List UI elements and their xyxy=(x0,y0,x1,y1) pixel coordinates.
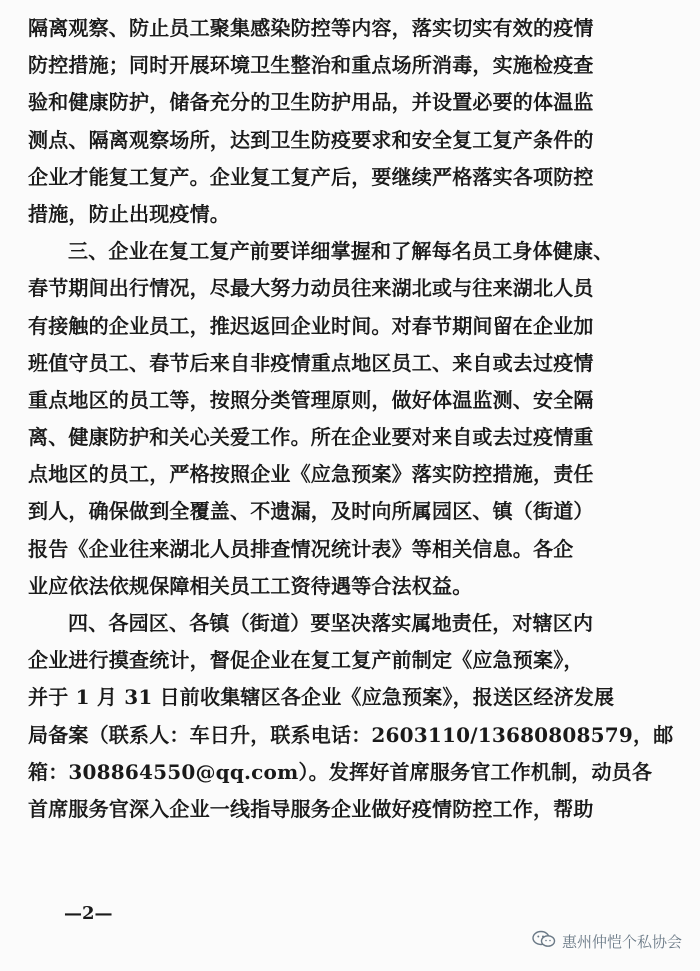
document-body xyxy=(28,10,688,828)
text-line: 箱：308864550@qq.com）。发挥好首席服务官工作机制，动员各 xyxy=(28,759,653,784)
page-number: —2— xyxy=(64,903,113,924)
text-line: 报告《企业往来湖北人员排查情况统计表》等相关信息。各企 xyxy=(28,536,574,561)
text-line: 春节期间出行情况，尽最大努力动员往来湖北或与往来湖北人员 xyxy=(28,276,594,301)
text-line: 有接触的企业员工，推迟返回企业时间。对春节期间留在企业加 xyxy=(28,313,594,338)
text-line: 首席服务官深入企业一线指导服务企业做好疫情防控工作，帮助 xyxy=(28,796,594,821)
text-line: 局备案（联系人：车日升，联系电话：2603110/13680808579，邮 xyxy=(28,722,674,747)
text-line: 到人，确保做到全覆盖、不遗漏，及时向所属园区、镇（街道） xyxy=(28,499,594,524)
watermark-text: 惠州仲恺个私协会 xyxy=(561,932,682,951)
text-line: 措施，防止出现疫情。 xyxy=(28,201,230,226)
text-line: 班值守员工、春节后来自非疫情重点地区员工、来自或去过疫情 xyxy=(28,350,594,375)
text-line: 验和健康防护，储备充分的卫生防护用品，并设置必要的体温监 xyxy=(28,90,594,115)
wechat-icon xyxy=(532,930,556,952)
text-line: 点地区的员工，严格按照企业《应急预案》落实防控措施，责任 xyxy=(28,462,594,487)
watermark xyxy=(532,930,682,952)
text-line: 重点地区的员工等，按照分类管理原则，做好体温监测、安全隔 xyxy=(28,387,594,412)
text-line: 企业才能复工复产。企业复工复产后，要继续严格落实各项防控 xyxy=(28,164,594,189)
text-line: 并于 1 月 31 日前收集辖区各企业《应急预案》，报送区经济发展 xyxy=(28,685,615,710)
text-line: 四、各园区、各镇（街道）要坚决落实属地责任，对辖区内 xyxy=(68,611,594,635)
text-line: 业应依法依规保障相关员工工资待遇等合法权益。 xyxy=(28,573,473,598)
text-line: 防控措施；同时开展环境卫生整治和重点场所消毒，实施检疫查 xyxy=(28,53,594,78)
text-line: 隔离观察、防止员工聚集感染防控等内容，落实切实有效的疫情 xyxy=(28,16,594,40)
text-line: 测点、隔离观察场所，达到卫生防疫要求和安全复工复产条件的 xyxy=(28,127,594,152)
text-line: 三、企业在复工复产前要详细掌握和了解每名员工身体健康、 xyxy=(68,239,614,264)
text-line: 企业进行摸查统计，督促企业在复工复产前制定《应急预案》， xyxy=(28,648,584,673)
text-line: 离、健康防护和关心关爱工作。所在企业要对来自或去过疫情重 xyxy=(28,425,594,450)
